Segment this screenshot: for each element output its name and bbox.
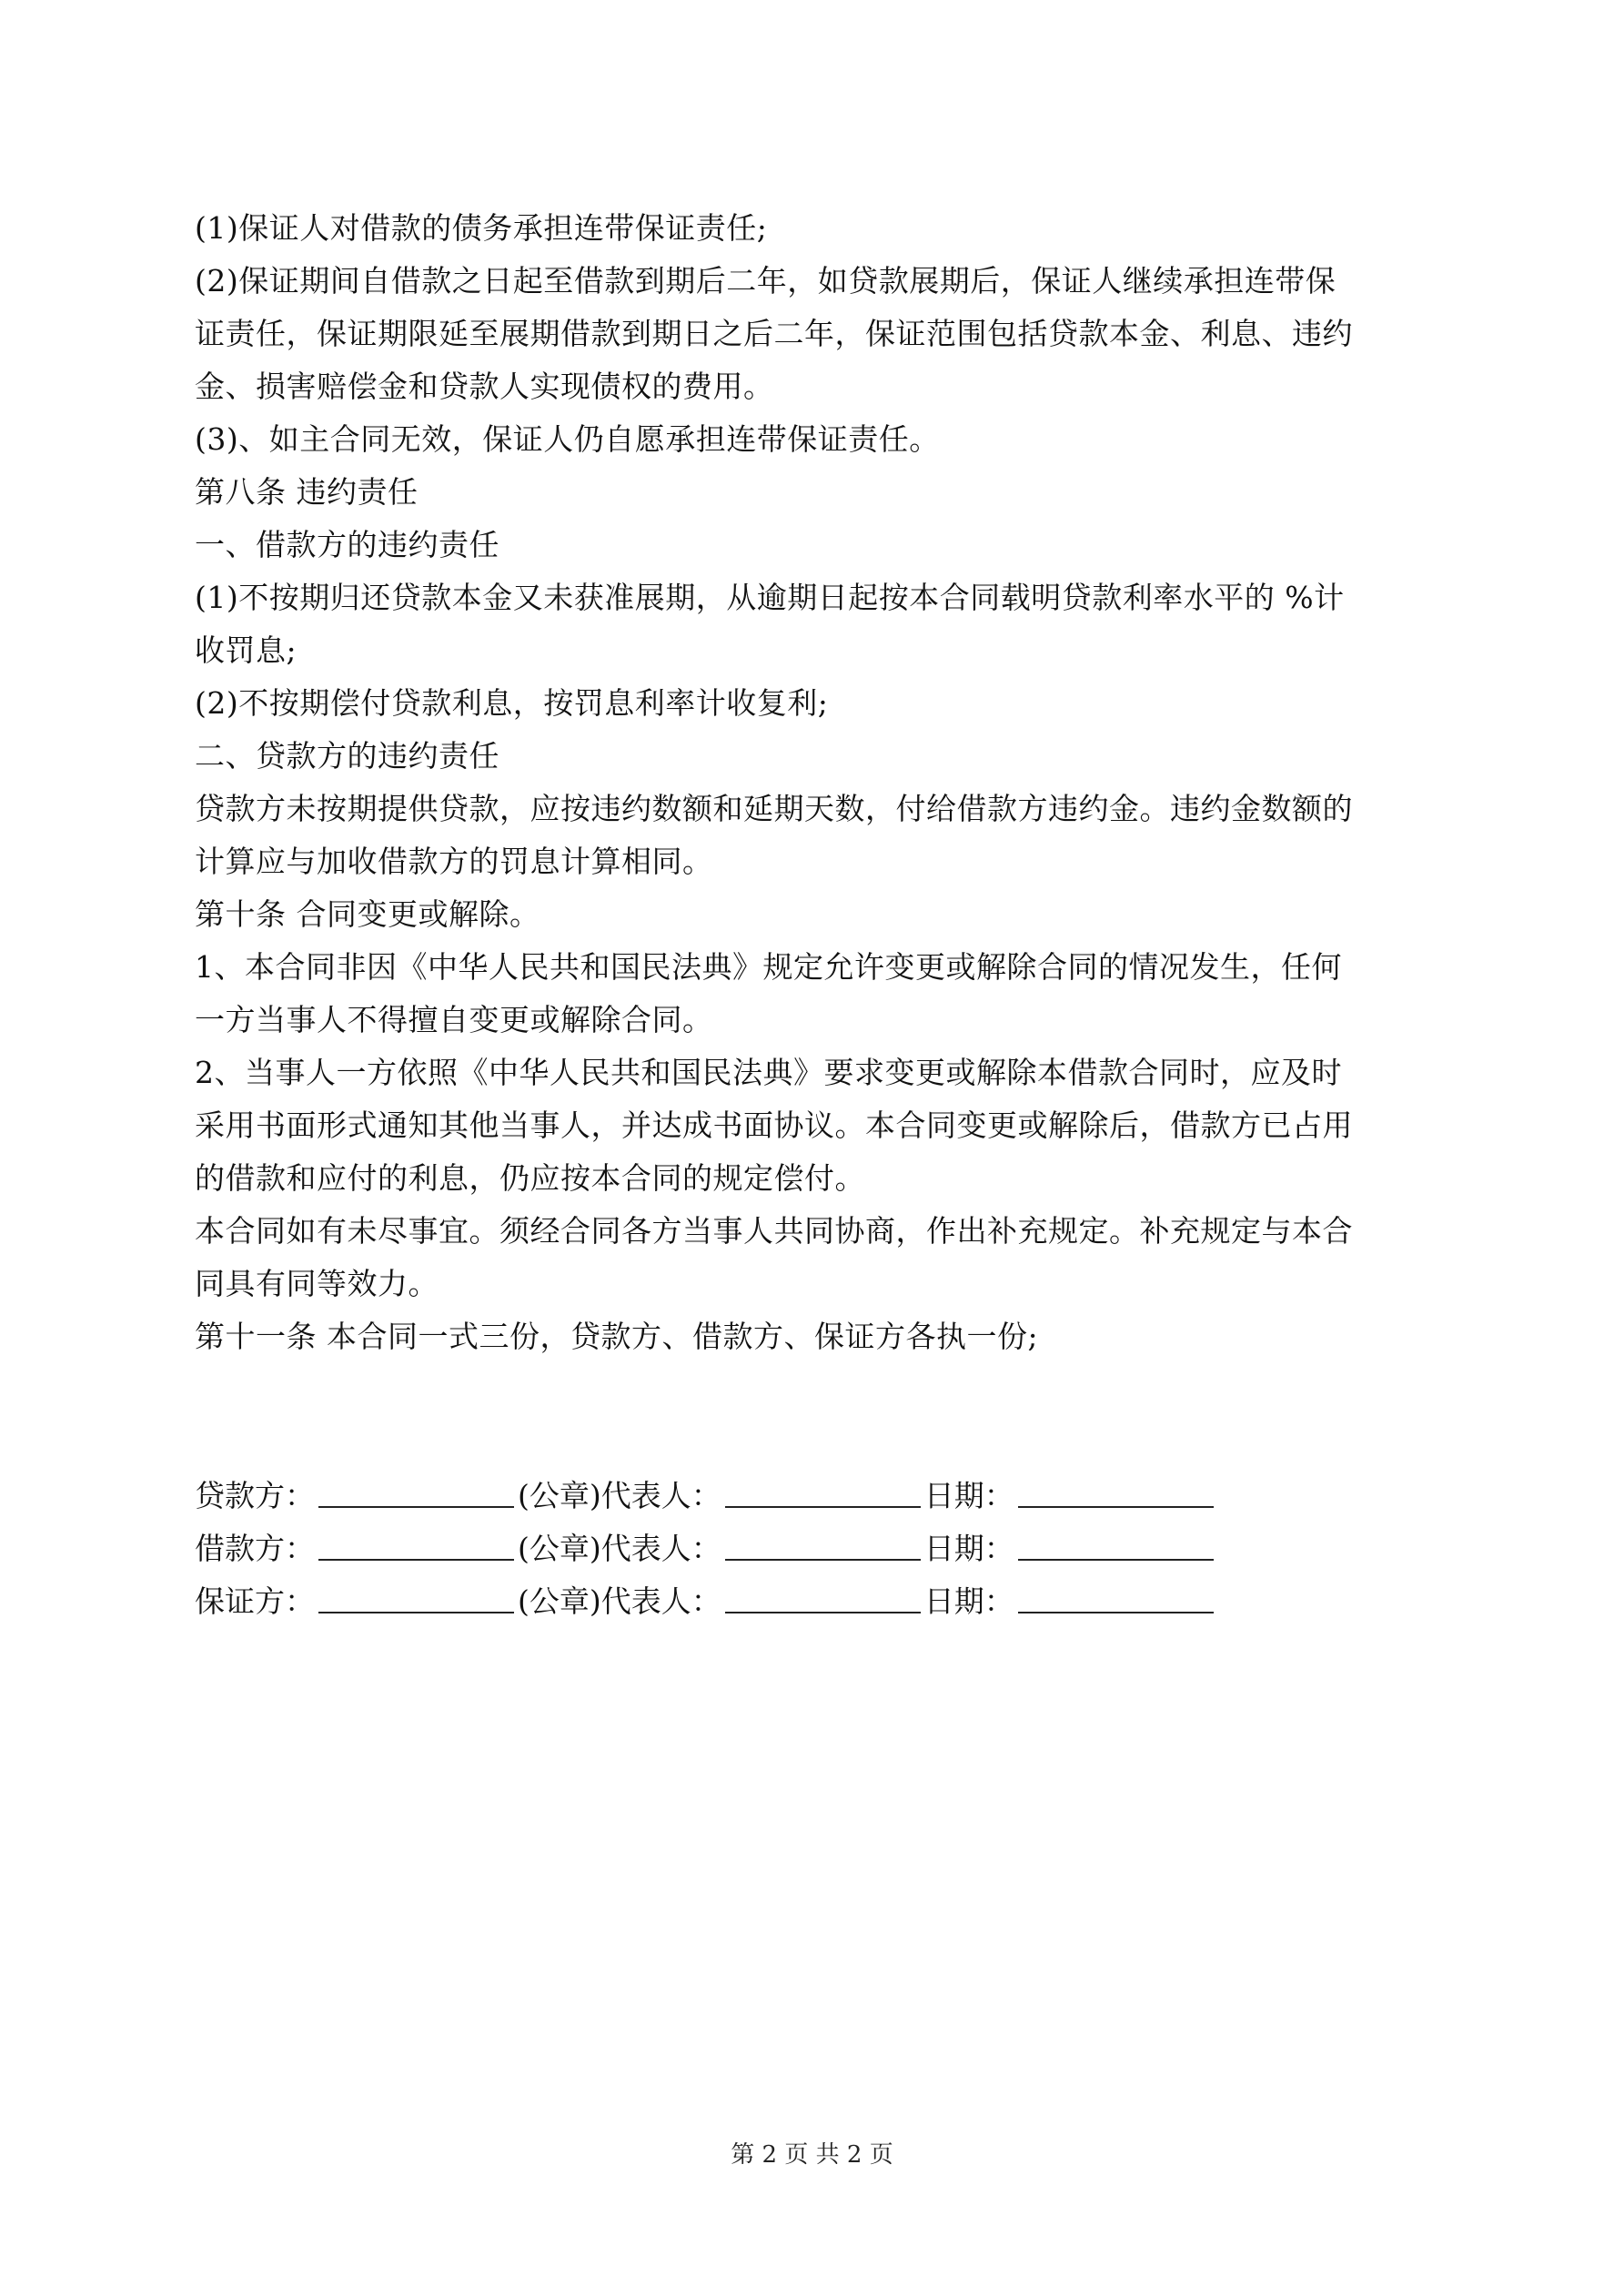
representative-blank-field <box>725 1522 921 1561</box>
page-footer: 第 2 页 共 2 页 <box>731 2141 893 2169</box>
paragraph-line: 金、损害赔偿金和贷款人实现债权的费用。 <box>195 369 774 404</box>
signature-row-borrower <box>195 1521 1432 1573</box>
party-label: 保证方： <box>195 1583 315 1619</box>
party-blank-field <box>318 1575 514 1613</box>
paragraph-line: 的借款和应付的利息，仍应按本合同的规定偿付。 <box>195 1160 865 1196</box>
seal-label: (公章)代表人： <box>518 1583 721 1619</box>
seal-label: (公章)代表人： <box>518 1478 721 1513</box>
representative-blank-field <box>725 1575 921 1613</box>
paragraph-line: (2)保证期间自借款之日起至借款到期后二年，如贷款展期后，保证人继续承担连带保 <box>195 263 1337 298</box>
date-label: 日期： <box>923 1583 1014 1619</box>
party-blank-field <box>318 1522 514 1561</box>
date-blank-field <box>1018 1522 1214 1561</box>
paragraph-line: 证责任，保证期限延至展期借款到期日之后二年，保证范围包括贷款本金、利息、违约 <box>195 316 1353 351</box>
spacer <box>195 1363 1432 1468</box>
date-blank-field <box>1018 1470 1214 1508</box>
signature-row-guarantor <box>195 1573 1432 1626</box>
paragraph-line: 贷款方未按期提供贷款，应按违约数额和延期天数，付给借款方违约金。违约金数额的 <box>195 791 1353 826</box>
signature-row-lender <box>195 1468 1432 1521</box>
section-heading: 第十一条 本合同一式三份，贷款方、借款方、保证方各执一份; <box>195 1319 1039 1354</box>
document-body <box>195 202 1432 1626</box>
paragraph-line: 计算应与加收借款方的罚息计算相同。 <box>195 844 713 879</box>
paragraph-line: 收罚息; <box>195 632 298 668</box>
section-heading: 第十条 合同变更或解除。 <box>195 896 540 932</box>
subsection-heading: 一、借款方的违约责任 <box>195 527 499 562</box>
paragraph-line: 1、本合同非因《中华人民共和国民法典》规定允许变更或解除合同的情况发生，任何 <box>195 949 1342 985</box>
paragraph-line: (2)不按期偿付贷款利息，按罚息利率计收复利; <box>195 685 829 721</box>
paragraph-line: 同具有同等效力。 <box>195 1266 439 1301</box>
date-label: 日期： <box>923 1478 1014 1513</box>
date-blank-field <box>1018 1575 1214 1613</box>
representative-blank-field <box>725 1470 921 1508</box>
party-label: 贷款方： <box>195 1478 315 1513</box>
date-label: 日期： <box>923 1531 1014 1566</box>
party-label: 借款方： <box>195 1531 315 1566</box>
paragraph-line: 本合同如有未尽事宜。须经合同各方当事人共同协商，作出补充规定。补充规定与本合 <box>195 1213 1353 1249</box>
paragraph-line: (3)、如主合同无效，保证人仍自愿承担连带保证责任。 <box>195 421 940 457</box>
paragraph-line: (1)保证人对借款的债务承担连带保证责任; <box>195 210 768 246</box>
paragraph-line: 一方当事人不得擅自变更或解除合同。 <box>195 1002 713 1037</box>
paragraph-line: 采用书面形式通知其他当事人，并达成书面协议。本合同变更或解除后，借款方已占用 <box>195 1108 1353 1143</box>
seal-label: (公章)代表人： <box>518 1531 721 1566</box>
paragraph-line: (1)不按期归还贷款本金又未获准展期，从逾期日起按本合同载明贷款利率水平的 %计 <box>195 580 1345 615</box>
section-heading: 第八条 违约责任 <box>195 474 419 510</box>
party-blank-field <box>318 1470 514 1508</box>
paragraph-line: 2、当事人一方依照《中华人民共和国民法典》要求变更或解除本借款合同时，应及时 <box>195 1055 1342 1090</box>
subsection-heading: 二、贷款方的违约责任 <box>195 738 499 774</box>
